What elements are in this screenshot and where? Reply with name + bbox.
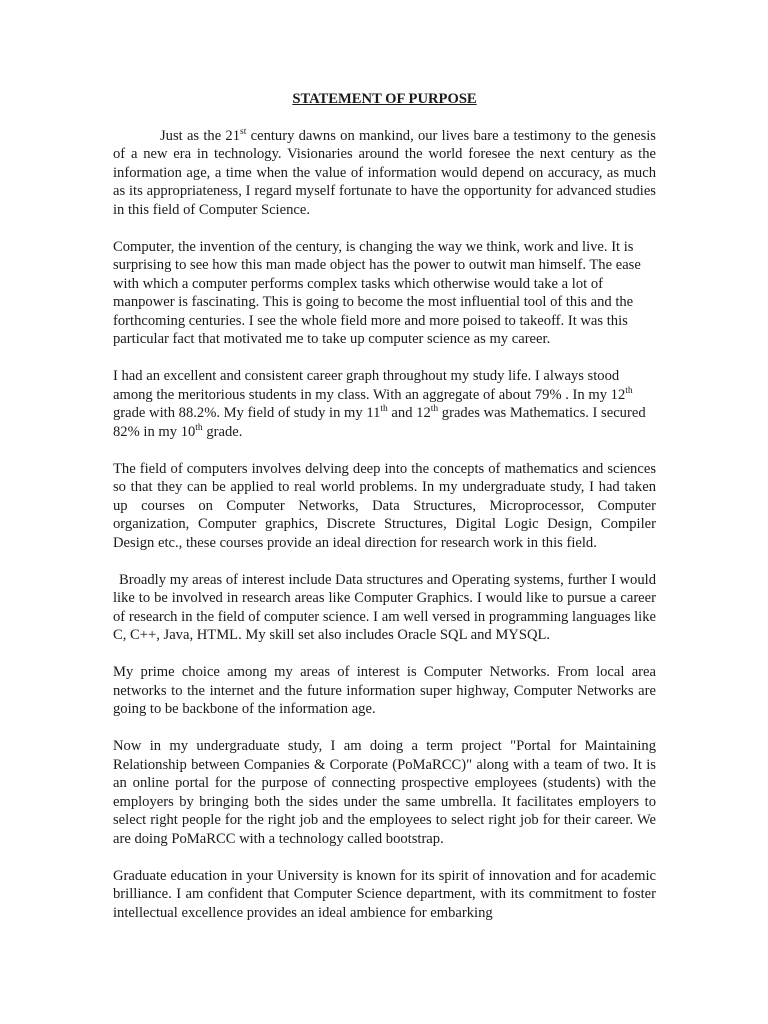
paragraph-academics-text-e: grade. [202, 423, 243, 440]
paragraph-intro-text-b: century dawns on mankind, our lives bare a testimony to the genesis of a new era in technology. Visionaries around the world foresee the next century as the information age, a time when the value of information would depend on accuracy, as much as its appropriateness, I regard myself fortunate to have the opportunity for advanced studies in this field of Computer Science. [113, 127, 656, 218]
paragraph-graduate: Graduate education in your University is known for its spirit of innovation and for academic brilliance. I am confident that Computer Science department, with its commitment to foster intellectual excellence provides an ideal ambience for embarking [113, 867, 656, 921]
document-title: STATEMENT OF PURPOSE [292, 91, 477, 107]
paragraph-academics-text-b: grade with 88.2%. My field of study in my 11 [113, 405, 381, 421]
ordinal-suffix: th [380, 404, 388, 414]
paragraph-interests: Broadly my areas of interest include Data structures and Operating systems, further I would like to be involved in research areas like Computer Graphics. I would like to pursue a career of research in the field of computer science. I am well versed in programming languages like C, C++, Java, HTML. My skill set also includes Oracle SQL and MYSQL. [113, 571, 656, 643]
paragraph-academics-text-c: and 12 [387, 405, 431, 421]
ordinal-suffix: th [195, 422, 203, 433]
paragraph-academics-text-d: grades was Mathematics. I secured 82% in my 10 [113, 405, 646, 440]
ordinal-suffix: th [430, 404, 439, 414]
ordinal-suffix: st [240, 126, 247, 137]
ordinal-suffix: th [625, 385, 633, 396]
paragraph-networks: My prime choice among my areas of interest is Computer Networks. From local area networks to the internet and the future information super highway, Computer Networks are going to be backbone of the information age. [113, 664, 656, 717]
paragraph-computer: Computer, the invention of the century, is changing the way we think, work and live. It is surprising to see how this man made object has the power to outwit man himself. The ease with which a computer performs complex tasks which otherwise would take a lot of manpower is fascinating. This is going to become the most influential tool of this and the forthcoming centuries. I see the whole field more and more poised to takeoff. It was this particular fact that motivated me to take up computer science as my career. [113, 238, 641, 347]
paragraph-project: Now in my undergraduate study, I am doing a term project "Portal for Maintaining Relationship between Companies & Corporate (PoMaRCC)" along with a team of two. It is an online portal for the purpose of connecting prospective employees (students) with the employers by bringing both the sides under the same umbrella. It facilitates employers to select right people for the right job and the employees to select right job for their career. We are doing PoMaRCC with a technology called bootstrap. [113, 738, 656, 847]
paragraph-academics-text-a: I had an excellent and consistent career graph throughout my study life. I always stood among the meritorious students in my class. With an aggregate of about 79% . In my 12 [113, 368, 626, 403]
document-page [113, 90, 656, 941]
paragraph-intro [113, 127, 656, 220]
paragraph-academics [113, 367, 656, 441]
paragraph-intro-text-a: Just as the 21 [160, 127, 241, 144]
paragraph-field: The field of computers involves delving deep into the concepts of mathematics and sciences so that they can be applied to real world problems. In my undergraduate study, I had taken up courses on Computer Networks, Data Structures, Microprocessor, Computer organization, Computer graphics, Discrete Structures, Digital Logic Design, Compiler Design etc., these courses provide an ideal direction for research work in this field. [113, 460, 656, 551]
